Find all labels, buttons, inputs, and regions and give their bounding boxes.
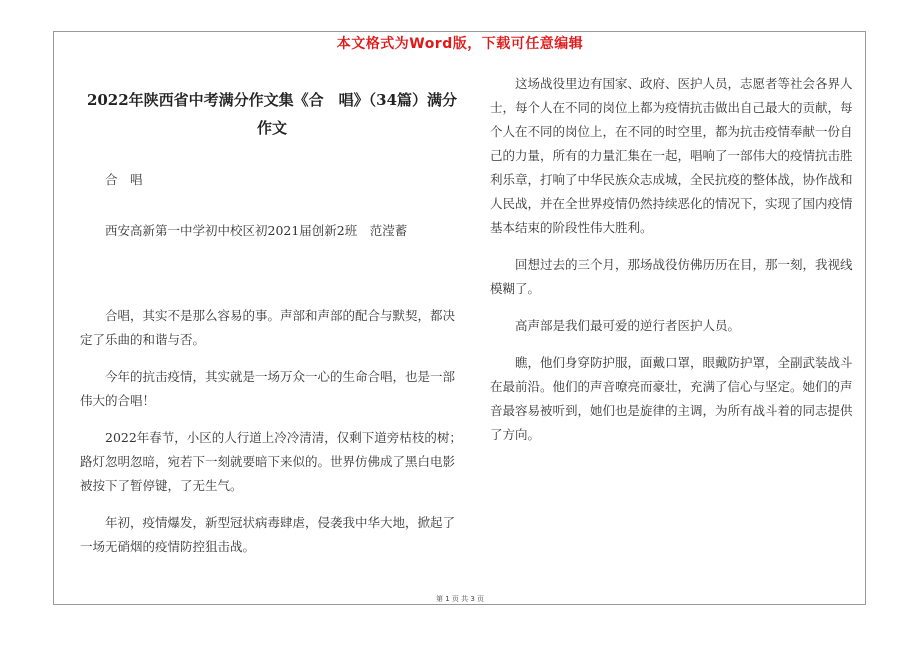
page-number: 第 1 页 共 3 页 xyxy=(435,595,485,603)
right-column xyxy=(490,72,860,460)
essay-subtitle: 合 唱 xyxy=(105,172,143,187)
paragraph: 回想过去的三个月，那场战役仿佛历历在目，那一刻，我视线模糊了。 xyxy=(490,257,853,296)
paragraph: 2022年春节，小区的人行道上冷冷清清，仅剩下道旁枯枝的树；路灯忽明忽暗，宛若下一刻就要暗下来似的。世界仿佛成了黑白电影被按下了暂停键，了无生气。 xyxy=(80,430,462,493)
paragraph: 年初，疫情爆发，新型冠状病毒肆虐，侵袭我中华大地，掀起了一场无硝烟的疫情防控狙击战。 xyxy=(80,515,456,554)
word-format-banner: 本文格式为Word版，下载可任意编辑 xyxy=(336,36,584,52)
paragraph: 瞧，他们身穿防护服，面戴口罩，眼戴防护罩，全副武装战斗在最前沿。他们的声音嘹亮而豪壮，充满了信心与坚定。她们的声音最容易被听到，她们也是旋律的主调，为所有战斗着的同志提供了方向。 xyxy=(490,355,853,442)
left-column xyxy=(80,86,464,572)
essay-title: 2022年陕西省中考满分作文集《合 唱》（34篇）满分作文 xyxy=(86,91,458,137)
paragraph: 高声部是我们最可爱的逆行者医护人员。 xyxy=(515,318,741,333)
paragraph: 合唱，其实不是那么容易的事。声部和声部的配合与默契，都决定了乐曲的和谐与否。 xyxy=(80,308,456,347)
paragraph: 这场战役里边有国家、政府、医护人员，志愿者等社会各界人士，每个人在不同的岗位上都为疫情抗击做出自己最大的贡献，每个人在不同的岗位上，在不同的时空里，都为抗击疫情奉献一份自己的力量，所有的力量汇集在一起，唱响了一部伟大的疫情抗击胜利乐章，打响了中华民族众志成城，全民抗疫的整体战，协作战和人民战，并在全世界疫情仍然持续恶化的情况下，实现了国内疫情基本结束的阶段性伟大胜利。 xyxy=(490,76,853,235)
author-line: 西安高新第一中学初中校区初2021届创新2班 范滢蓄 xyxy=(105,223,408,238)
paragraph: 今年的抗击疫情，其实就是一场万众一心的生命合唱，也是一部伟大的合唱！ xyxy=(80,369,456,408)
